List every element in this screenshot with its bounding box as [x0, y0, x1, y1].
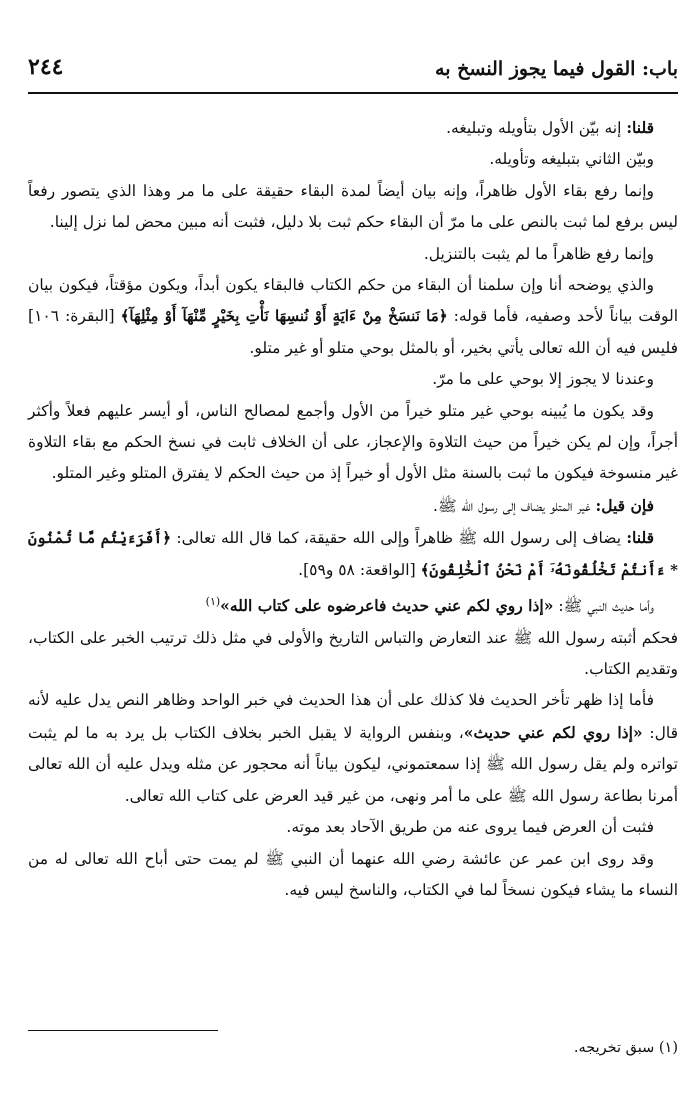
paragraph-8: فإن قيل: غير المتلو يضاف إلى رسول الله ﷺ.: [433, 495, 654, 515]
footnote: [574, 1040, 678, 1056]
footnote-text: سبق تخريجه.: [573, 1040, 655, 1056]
paragraph-9: قلنا: يضاف إلى رسول الله ﷺ ظاهراً وإلى الله حقيقة، كما قال الله تعالى: ﴿أَفَرَءَيْتُم مَّا تُمْنُونَ * ءَأَنتُمْ تَخْلُقُونَهُۥٓ أَمْ نَحْنُ ٱلْخَٰلِقُونَ﴾ [الواقعة: ٥٨ و٥٩].: [28, 528, 678, 579]
page-number: ٢٤٤: [28, 54, 64, 80]
paragraph-7: وقد يكون ما يُبينه بوحي غير متلو خيراً من الأول وأجمع لمصالح الناس، أو أيسر عليهم فعلاً وأكثر أجراً، وإن لم يكن خيراً من حيث التلاوة والإعجاز، على أن الخلاف ثابت في نسخ الحكم مع بقاء التلاوة غير منسوخة فيكون ما ثبت بالسنة مثل الأول أو خيراً إذ من حيث الحكم لا يفترق المتلو وغير المتلو.: [28, 401, 678, 483]
paragraph-4: وإنما رفع ظاهراً ما لم يثبت بالتنزيل.: [423, 244, 654, 263]
footnote-divider: [28, 1030, 218, 1031]
paragraph-2: وبيّن الثاني بتبليغه وتأويله.: [489, 150, 654, 169]
paragraph-12: فأما إذا ظهر تأخر الحديث فلا كذلك على أن هذا الحديث في خبر الواحد وظاهر النص يدل عليه لأنه قال: «إذا روي لكم عني حديث»، وبنفس الرواية لا يقبل الخبر بخلاف الكتاب بل يرد به ما لم يثبت تواتره ولم يقل رسول الله ﷺ إذا سمعتموني، ليكون بياناً أنه محجور عن مثله ويدل عليه أن الله تعالى أمرنا بطاعة رسول الله ﷺ على ما أمر ونهى، من غير قيد العرض على كتاب الله تعالى.: [28, 691, 678, 805]
paragraph-3: وإنما رفع بقاء الأول ظاهراً، وإنه بيان أيضاً لمدة البقاء حقيقة على ما مر وهذا الذي يتصور رفعاً ليس برفع لما ثبت بالنص على ما مرّ أن البقاء حكم ثبت بلا دليل، فثبت أنه مبين محض لما نزل إلينا.: [28, 181, 678, 232]
paragraph-6: وعندنا لا يجوز إلا بوحي على ما مرّ.: [432, 370, 654, 389]
hadith-quote: «إذا روي لكم عني حديث»: [463, 722, 643, 742]
hadith-quote: «إذا روي لكم عني حديث فاعرضوه على كتاب الله»: [220, 596, 554, 616]
quran-verse: ﴿مَا نَنسَخْ مِنْ ءَايَةٍ أَوْ نُنسِهَا نَأْتِ بِخَيْرٍ مِّنْهَآ أَوْ مِثْلِهَآ﴾: [120, 307, 448, 326]
page-body: [28, 112, 678, 906]
paragraph-5: والذي يوضحه أنا وإن سلمنا أن البقاء من حكم الكتاب فالبقاء يكون أبداً، ويكون مؤقتاً، فيكون بيان الوقت بياناً لأحد وصفيه، فأما قوله: ﴿مَا نَنسَخْ مِنْ ءَايَةٍ أَوْ نُنسِهَا نَأْتِ بِخَيْرٍ مِّنْهَآ أَوْ مِثْلِهَآ﴾ [البقرة: ١٠٦] فليس فيه أن الله تعالى يأتي بخير، أو بالمثل بوحي متلو أو غير متلو.: [28, 276, 679, 357]
footnote-reference: (١): [205, 595, 221, 609]
paragraph-11: فحكم أثبته رسول الله ﷺ عند التعارض والتباس التاريخ والأولى في مثل ذلك ترتيب الخبر على الكتاب، وتقديم الكتاب.: [28, 628, 678, 679]
quran-verse: ﴿أَفَرَءَيْتُم مَّا تُمْنُونَ * ءَأَنتُمْ تَخْلُقُونَهُۥٓ أَمْ نَحْنُ ٱلْخَٰلِقُونَ﴾: [28, 529, 678, 579]
footnote-number: (١): [658, 1040, 678, 1056]
paragraph-10: وأما حديث النبي ﷺ: «إذا روي لكم عني حديث فاعرضوه على كتاب الله»$^{(١)}$: [205, 595, 654, 616]
paragraph-1: قلنا: إنه بيّن الأول بتأويله وتبليغه.: [446, 118, 654, 137]
chapter-title: باب: القول فيما يجوز النسخ به: [435, 58, 678, 80]
book-page: [28, 0, 678, 1097]
paragraph-14: وقد روى ابن عمر عن عائشة رضي الله عنهما أن النبي ﷺ لم يمت حتى أباح الله تعالى له من النساء ما يشاء فيكون نسخاً لما في الكتاب، والناسخ ليس فيه.: [28, 849, 678, 899]
paragraph-13: فثبت أن العرض فيما يروى عنه من طريق الآحاد بعد موته.: [286, 818, 654, 837]
page-header: [28, 54, 678, 94]
